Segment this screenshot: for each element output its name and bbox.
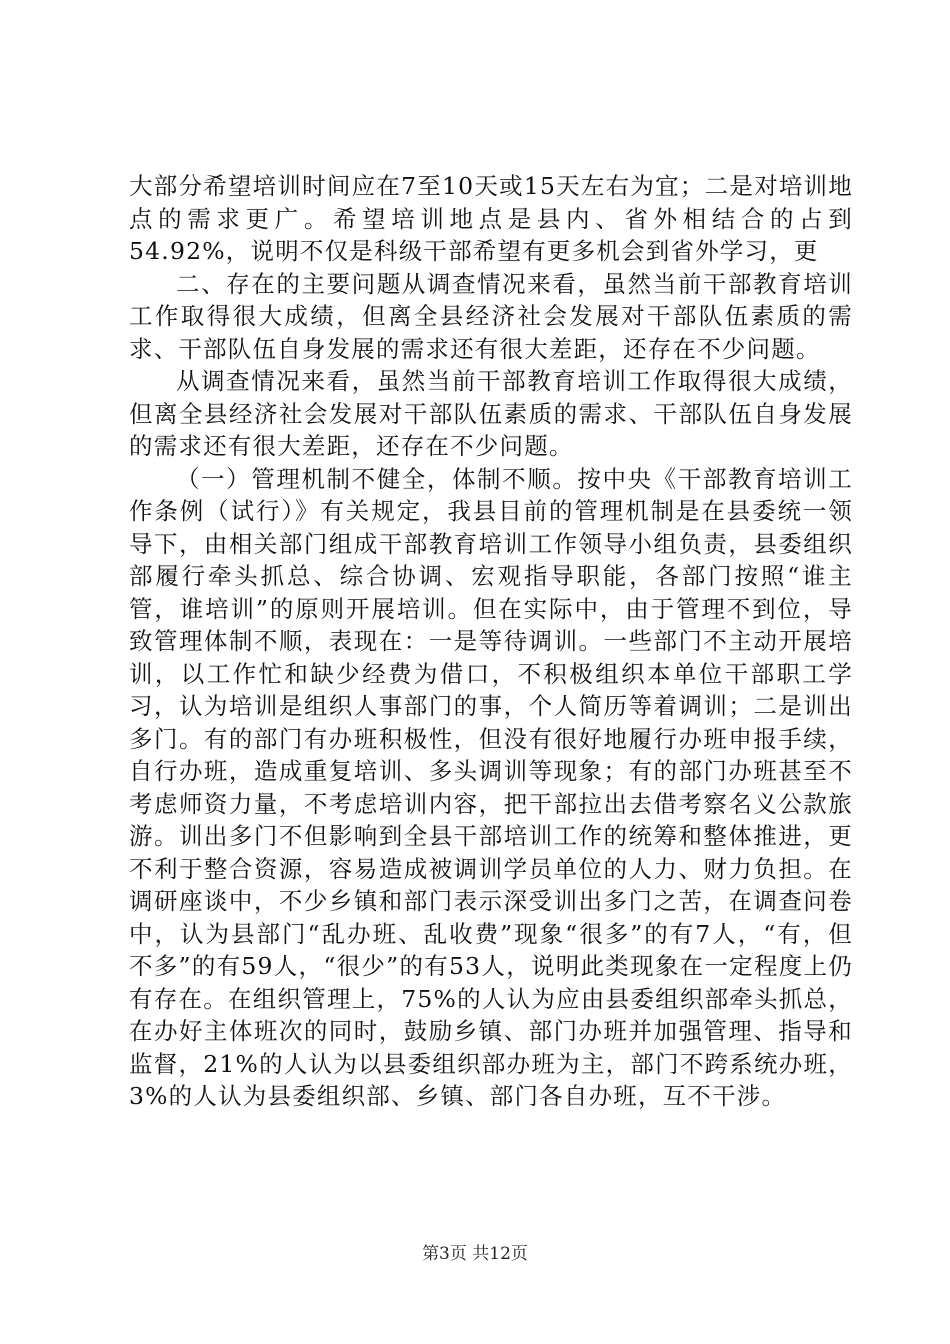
paragraph-continued: 大部分希望培训时间应在7至10天或15天左右为宜；二是对培训地点的需求更广。希望培训地点是县内、省外相结合的占到54.92%，说明不仅是科级干部希望有更多机会到省外学习，更 xyxy=(129,172,853,265)
paragraph-management-mechanism: （一）管理机制不健全，体制不顺。按中央《干部教育培训工作条例（试行）》有关规定，我县目前的管理机制是在县委统一领导下，由相关部门组成干部教育培训工作领导小组负责，县委组织部履行牵头抓总、综合协调、宏观指导职能，各部门按照“谁主管，谁培训”的原则开展培训。但在实际中，由于管理不到位，导致管理体制不顺，表现在：一是等待调训。一些部门不主动开展培训，以工作忙和缺少经费为借口，不积极组织本单位干部职工学习，认为培训是组织人事部门的事，个人简历等着调训；二是训出多门。有的部门有办班积极性，但没有很好地履行办班申报手续，自行办班，造成重复培训、多头调训等现象；有的部门办班甚至不考虑师资力量，不考虑培训内容，把干部拉出去借考察名义公款旅游。训出多门不但影响到全县干部培训工作的统筹和整体推进，更不利于整合资源，容易造成被调训学员单位的人力、财力负担。在调研座谈中，不少乡镇和部门表示深受训出多门之苦，在调查问卷中，认为县部门“乱办班、乱收费”现象“很多”的有7人，“有，但不多”的有59人，“很少”的有53人，说明此类现象在一定程度上仍有存在。在组织管理上，75%的人认为应由县委组织部牵头抓总，在办好主体班次的同时，鼓励乡镇、部门办班并加强管理、指导和监督，21%的人认为以县委组织部办班为主，部门不跨系统办班，3%的人认为县委组织部、乡镇、部门各自办班，互不干涉。 xyxy=(129,464,853,1110)
paragraph-survey-summary: 从调查情况来看，虽然当前干部教育培训工作取得很大成绩，但离全县经济社会发展对干部队伍素质的需求、干部队伍自身发展的需求还有很大差距，还存在不少问题。 xyxy=(129,367,853,460)
page-number-footer: 第3页 共12页 xyxy=(422,1244,528,1264)
paragraph-section-two: 二、存在的主要问题从调查情况来看，虽然当前干部教育培训工作取得很大成绩，但离全县经济社会发展对干部队伍素质的需求、干部队伍自身发展的需求还有很大差距，还存在不少问题。 xyxy=(129,269,853,363)
document-body xyxy=(129,170,853,1113)
